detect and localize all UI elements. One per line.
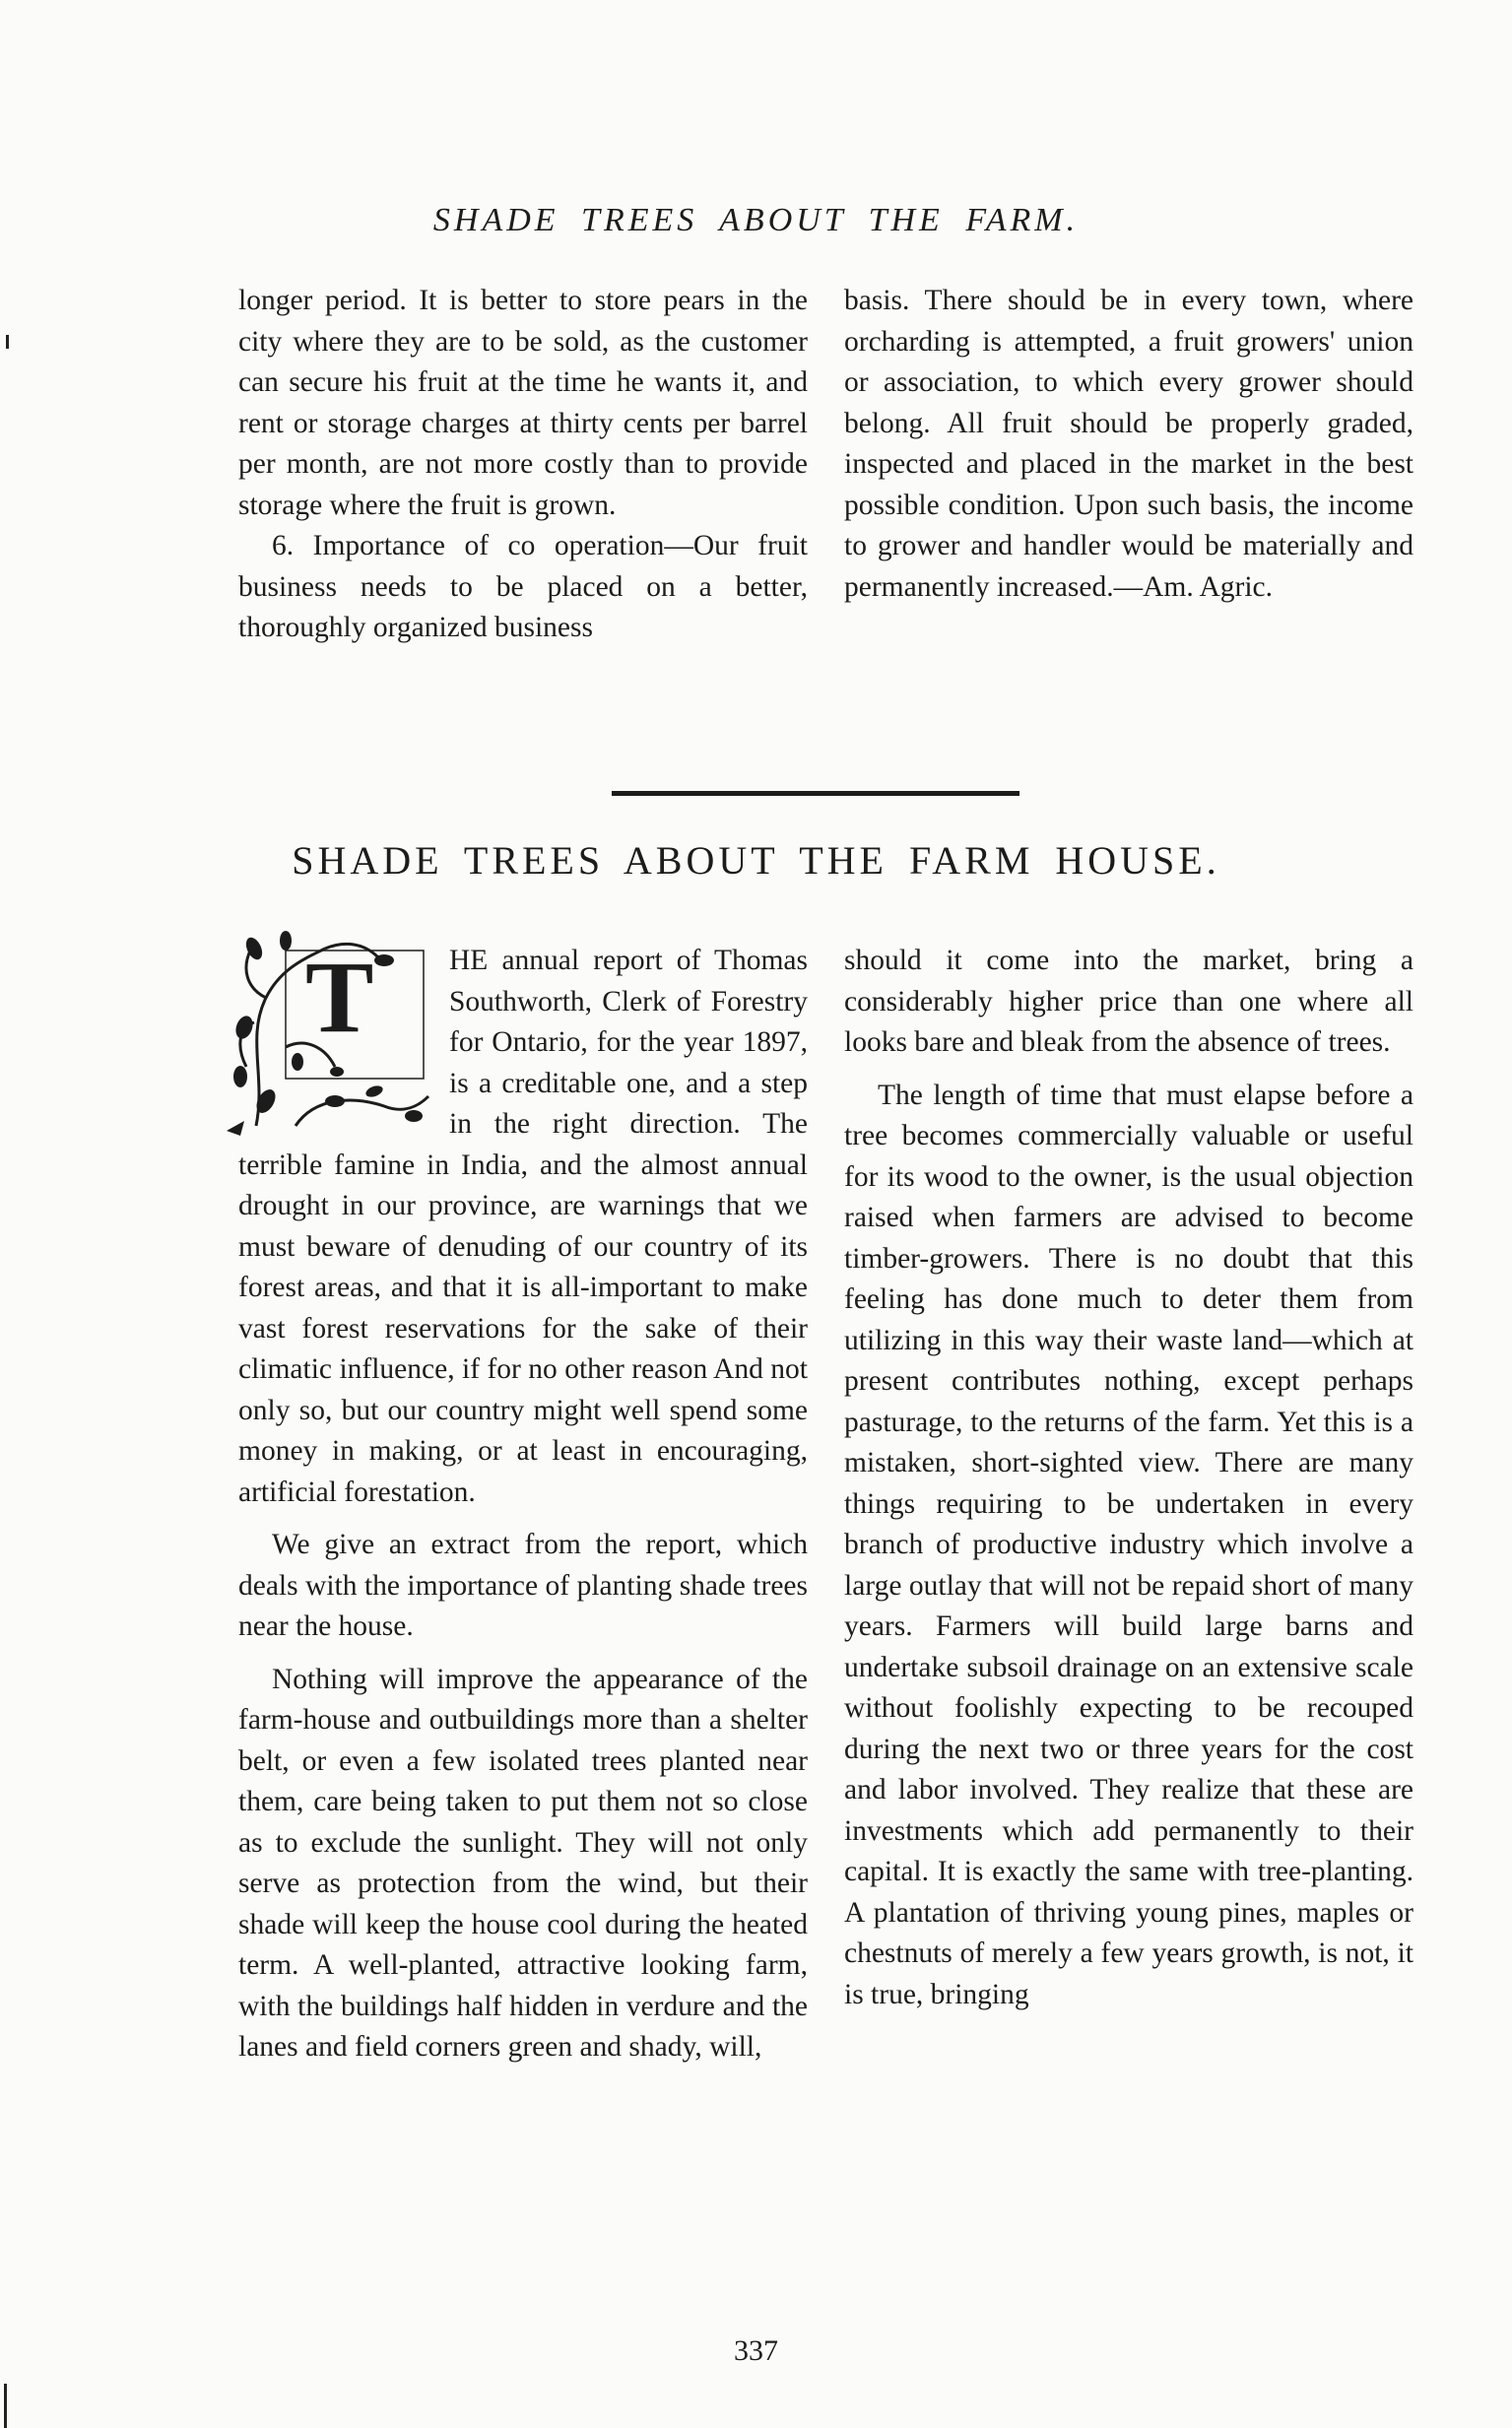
top-left-paragraph-2: 6. Importance of co operation—Our fruit business needs to be placed on a better, thoroughly organized business — [238, 530, 808, 643]
article-right-column — [844, 941, 1413, 2015]
margin-mark — [4, 2384, 7, 2428]
page-number: 337 — [734, 2334, 778, 2367]
article-first-paragraph — [238, 941, 808, 1513]
article-left-column — [238, 941, 808, 2068]
top-right-paragraph-1: basis. There should be in every town, where orcharding is attempted, a fruit growers' union or association, to which every grower should belong. All fruit should be properly graded, inspected and placed in the market in the best possible condition. Upon such basis, the income to grower and handler would be materially and permanently increased.—Am. Agric. — [844, 285, 1413, 603]
section-divider — [612, 791, 1019, 796]
top-right-column — [844, 281, 1413, 608]
running-head: SHADE TREES ABOUT THE FARM. — [432, 202, 1080, 238]
ornamental-dropcap — [227, 929, 435, 1136]
margin-mark — [6, 335, 9, 349]
article-title: SHADE TREES ABOUT THE FARM HOUSE. — [292, 838, 1220, 883]
top-left-paragraph-1: longer period. It is better to store pears in the city where they are to be sold, as the customer can secure his fruit at the time he wants it, and rent or storage charges at thirty cents per barrel per month, are not more costly than to provide storage where the fruit is grown. — [238, 285, 808, 521]
article-right-paragraph: should it come into the market, bring a considerably higher price than one where all looks bare and bleak from the absence of trees. — [844, 945, 1413, 1058]
article-first-paragraph-text: HE annual report of Thomas Southworth, Clerk of Forestry for Ontario, for the year 1897, is a creditable one, and a step in the right direction. The terrible famine in India, and the almost annual drought in our province, are warnings that we must beware of denuding of our country of its forest areas, and that it is all-important to make vast forest reservations for the sake of their climatic influence, if for no other reason And not only so, but our country might well spend some money in making, or at least in encouraging, artificial forestation. — [238, 945, 808, 1508]
top-left-column — [238, 281, 808, 649]
article-left-paragraph: Nothing will improve the appearance of the farm-house and outbuildings more than a shelter belt, or even a few isolated trees planted near them, care being taken to put them not so close as to exclude the sunlight. They will not only serve as protection from the wind, but their shade will keep the house cool during the heated term. A well-planted, attractive looking farm, with the buildings half hidden in verdure and the lanes and field corners green and shady, will, — [238, 1663, 808, 2063]
article-right-paragraph: The length of time that must elapse before a tree becomes commercially valuable or useful for its wood to the owner, is the usual objection raised when farmers are advised to become timber-growers. There is no doubt that this feeling has done much to deter them from utilizing in this way their waste land—which at present contributes nothing, except perhaps pasturage, to the returns of the farm. Yet this is a mistaken, short-sighted view. There are many things requiring to be undertaken in every branch of productive industry which involve a large outlay that will not be repaid short of many years. Farmers will build large barns and undertake subsoil drainage on an extensive scale without foolishly expecting to be recouped during the next two or three years for the cost and labor involved. They realize that these are investments which add permanently to their capital. It is exactly the same with tree-planting. A plantation of thriving young pines, maples or chestnuts of merely a few years growth, is not, it is true, bringing — [844, 1079, 1413, 2010]
article-left-paragraph: We give an extract from the report, which deals with the importance of planting shade trees near the house. — [238, 1529, 808, 1642]
dropcap-letter: T — [305, 941, 374, 1054]
